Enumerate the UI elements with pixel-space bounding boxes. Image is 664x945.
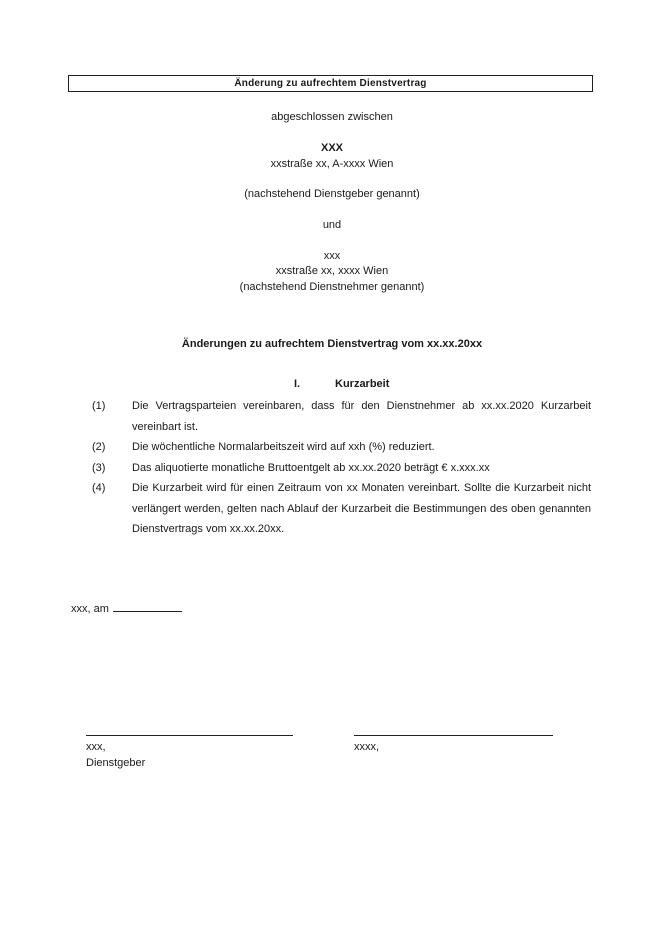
signature-line-employer — [86, 735, 293, 736]
employee-role-note: (nachstehend Dienstnehmer genannt) — [239, 281, 425, 293]
list-item-number: (3) — [92, 462, 106, 474]
list-item-number: (1) — [92, 400, 106, 412]
place-date-line — [71, 600, 182, 615]
employer-name: XXX — [320, 142, 343, 154]
list-item-number: (2) — [92, 441, 106, 453]
section-title: Kurzarbeit — [335, 378, 390, 390]
document-title: Änderung zu aufrechtem Dienstvertrag — [68, 75, 593, 92]
list-item-number: (4) — [92, 482, 106, 494]
signature-employee-name: xxxx, — [354, 741, 380, 753]
employee-address: xxstraße xx, xxxx Wien — [275, 265, 389, 277]
signature-employer-role: Dienstgeber — [86, 757, 146, 769]
between-label: abgeschlossen zwischen — [271, 111, 393, 123]
amendment-heading: Änderungen zu aufrechtem Dienstvertrag vom xx.xx.20xx — [181, 338, 483, 350]
and-label: und — [322, 219, 342, 231]
employer-address: xxstraße xx, A-xxxx Wien — [270, 158, 394, 170]
list-item-text: Die wöchentliche Normalarbeitszeit wird auf xxh (%) reduziert. — [132, 441, 435, 453]
signature-line-employee — [354, 735, 553, 736]
list-item-text: Das aliquotierte monatliche Bruttoentgelt ab xx.xx.2020 beträgt € x.xxx.xx — [132, 462, 490, 474]
date-blank-field — [113, 600, 182, 612]
employee-name: xxx — [323, 250, 341, 262]
section-number: I. — [294, 378, 301, 390]
list-item-text: Die Vertragsparteien vereinbaren, dass für den Dienstnehmer ab xx.xx.2020 Kurzarbeit vereinbart ist. — [132, 400, 591, 433]
list-item-text: Die Kurzarbeit wird für einen Zeitraum von xx Monaten vereinbart. Sollte die Kurzarbeit nicht verlängert werden, gelten nach Ablauf der Kurzarbeit die Bestimmungen des oben genannten Dienstvertrags vom xx.xx.20xx. — [132, 482, 591, 535]
employer-role-note: (nachstehend Dienstgeber genannt) — [244, 188, 420, 200]
place-date-label: xxx, am — [71, 603, 109, 615]
signature-employer-name: xxx, — [86, 741, 106, 753]
